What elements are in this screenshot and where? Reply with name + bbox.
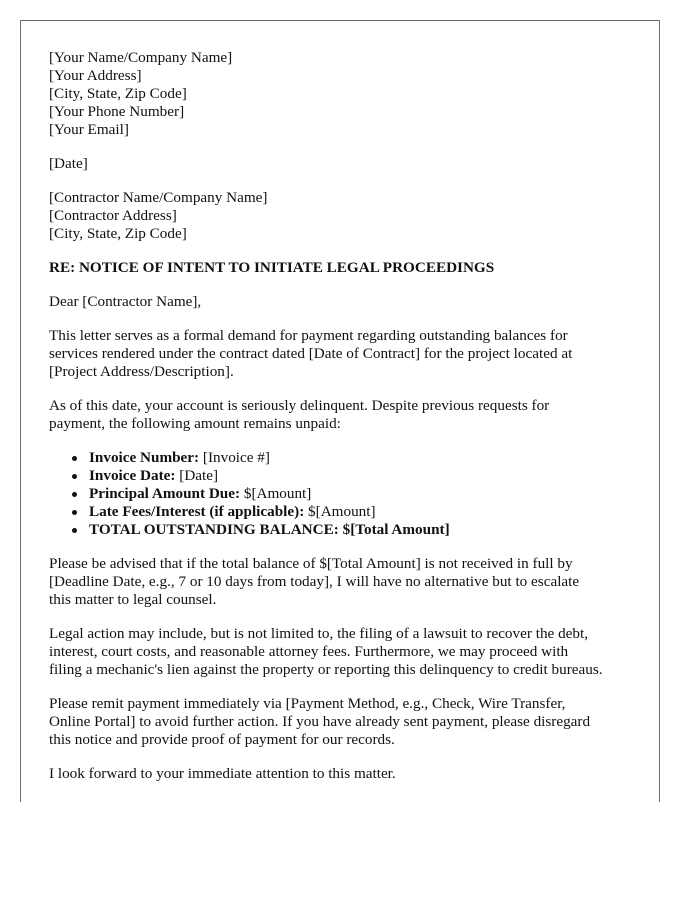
- recipient-city-state-zip: [City, State, Zip Code]: [49, 225, 187, 242]
- sender-phone: [Your Phone Number]: [49, 103, 185, 120]
- paragraph-line: [Deadline Date, e.g., 7 or 10 days from today], I will have no alternative but to escalate: [49, 573, 580, 590]
- detail-value: $[Amount]: [240, 485, 312, 502]
- sender-address: [Your Address]: [49, 67, 142, 84]
- subject-line: [49, 259, 639, 277]
- list-item-late-fees: [89, 503, 639, 521]
- detail-label: Invoice Date:: [89, 467, 176, 484]
- list-item-invoice-number: [89, 449, 639, 467]
- list-item-invoice-date: [89, 467, 639, 485]
- paragraph-line: payment, the following amount remains unpaid:: [49, 415, 341, 432]
- detail-label: Late Fees/Interest (if applicable):: [89, 503, 305, 520]
- paragraph-line: filing a mechanic's lien against the property or reporting this delinquency to credit bureaus.: [49, 661, 603, 678]
- letter-date: [Date]: [49, 155, 88, 172]
- letter-body: [49, 49, 639, 799]
- recipient-block: [49, 189, 639, 243]
- paragraph-line: I look forward to your immediate attention to this matter.: [49, 765, 396, 782]
- letter-page: [20, 20, 660, 802]
- invoice-details-list: [49, 449, 639, 539]
- sender-block: [49, 49, 639, 139]
- subject-text: RE: NOTICE OF INTENT TO INITIATE LEGAL PROCEEDINGS: [49, 259, 495, 276]
- detail-value: [Invoice #]: [199, 449, 270, 466]
- detail-label: Principal Amount Due:: [89, 485, 241, 502]
- detail-value: $[Amount]: [304, 503, 376, 520]
- salutation-text: Dear [Contractor Name],: [49, 293, 202, 310]
- total-balance: TOTAL OUTSTANDING BALANCE: $[Total Amount]: [89, 521, 450, 538]
- recipient-address: [Contractor Address]: [49, 207, 177, 224]
- remit-paragraph: [49, 695, 639, 749]
- detail-label: Invoice Number:: [89, 449, 200, 466]
- paragraph-line: this notice and provide proof of payment for our records.: [49, 731, 395, 748]
- deadline-paragraph: [49, 555, 639, 609]
- paragraph-line: Please be advised that if the total balance of $[Total Amount] is not received in full by: [49, 555, 573, 572]
- list-item-principal: [89, 485, 639, 503]
- paragraph-line: interest, court costs, and reasonable attorney fees. Furthermore, we may proceed with: [49, 643, 569, 660]
- sender-city-state-zip: [City, State, Zip Code]: [49, 85, 187, 102]
- paragraph-line: services rendered under the contract dated [Date of Contract] for the project located at: [49, 345, 573, 362]
- salutation: [49, 293, 639, 311]
- date-block: [49, 155, 639, 173]
- delinquent-paragraph: [49, 397, 639, 433]
- intro-paragraph: [49, 327, 639, 381]
- closing-paragraph: [49, 765, 639, 783]
- paragraph-line: Legal action may include, but is not limited to, the filing of a lawsuit to recover the debt,: [49, 625, 589, 642]
- paragraph-line: As of this date, your account is seriously delinquent. Despite previous requests for: [49, 397, 550, 414]
- list-item-total: [89, 521, 639, 539]
- recipient-name: [Contractor Name/Company Name]: [49, 189, 268, 206]
- detail-value: [Date]: [175, 467, 219, 484]
- paragraph-line: this matter to legal counsel.: [49, 591, 217, 608]
- paragraph-line: Please remit payment immediately via [Payment Method, e.g., Check, Wire Transfer,: [49, 695, 566, 712]
- paragraph-line: This letter serves as a formal demand for payment regarding outstanding balances for: [49, 327, 568, 344]
- sender-name: [Your Name/Company Name]: [49, 49, 233, 66]
- paragraph-line: [Project Address/Description].: [49, 363, 234, 380]
- legal-action-paragraph: [49, 625, 639, 679]
- sender-email: [Your Email]: [49, 121, 129, 138]
- paragraph-line: Online Portal] to avoid further action. If you have already sent payment, please disregard: [49, 713, 591, 730]
